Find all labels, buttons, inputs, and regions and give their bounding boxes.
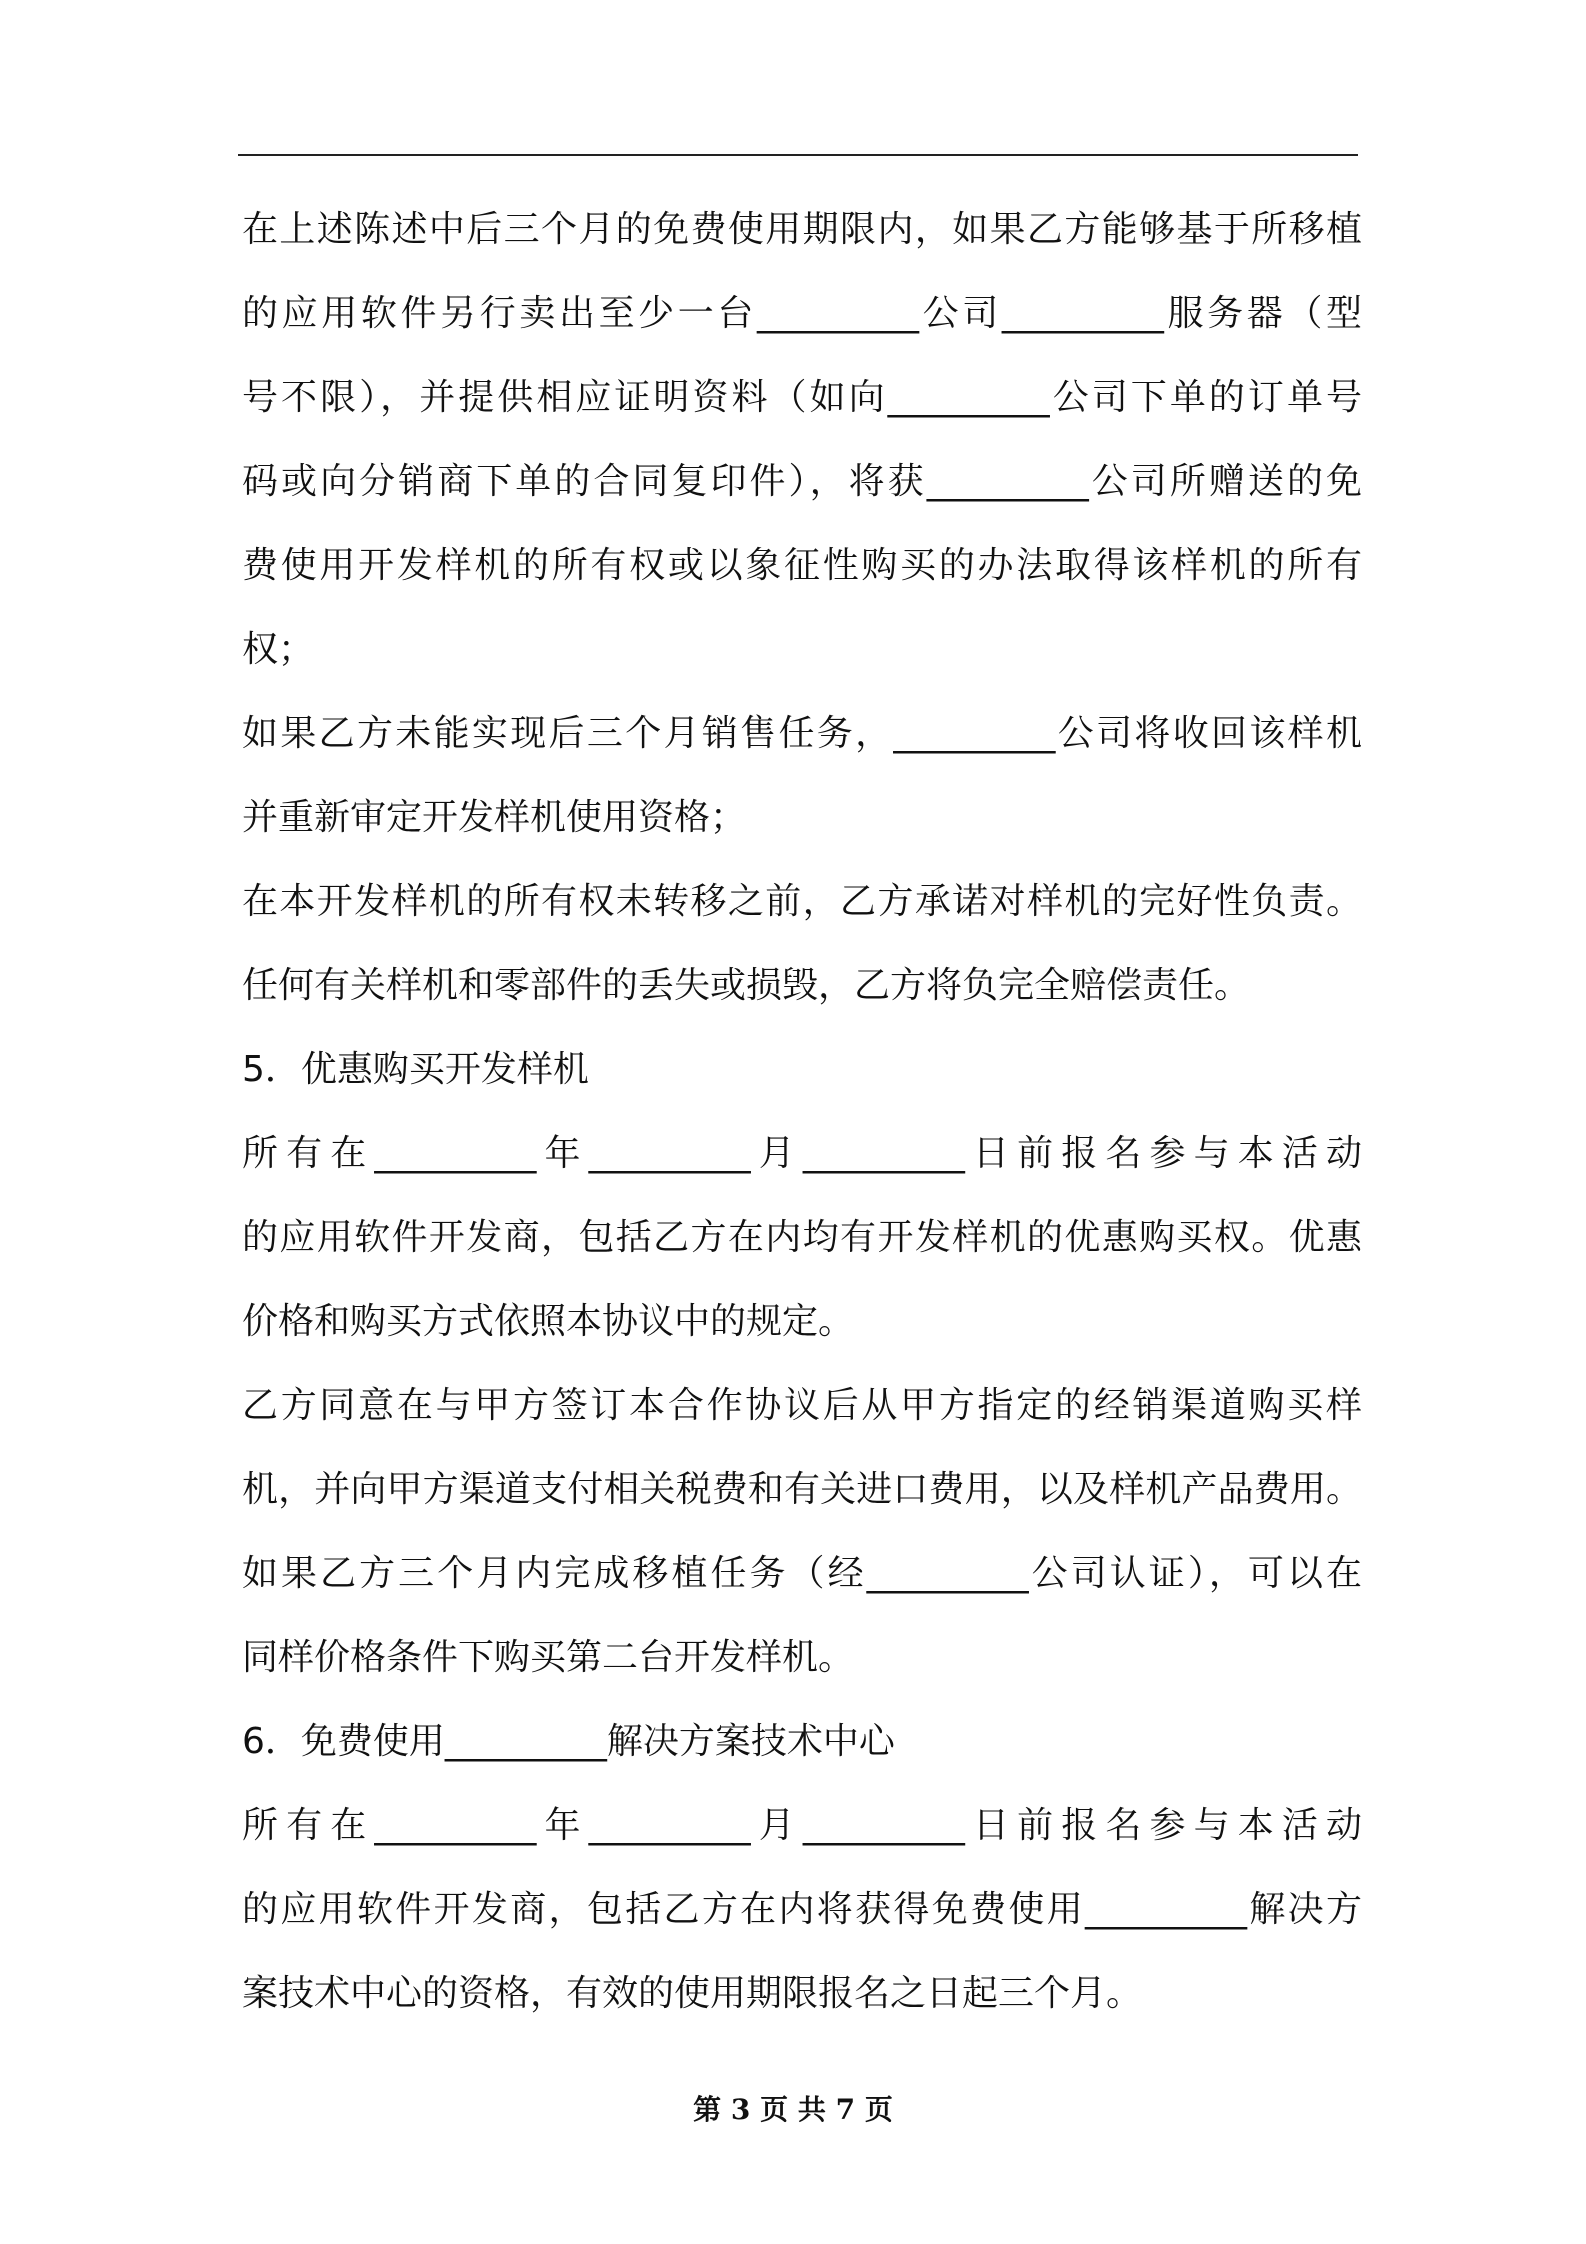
text-line: 的应用软件开发商，包括乙方在内均有开发样机的优惠购买权。优惠	[242, 1217, 1362, 1258]
text-line: 在上述陈述中后三个月的免费使用期限内，如果乙方能够基于所移植	[242, 209, 1362, 250]
text-line: 的应用软件开发商，包括乙方在内将获得免费使用_________解决方	[242, 1889, 1362, 1930]
text-line: 的应用软件另行卖出至少一台_________公司_________服务器（型	[242, 293, 1362, 334]
text-line: 权；	[242, 629, 315, 670]
header-divider	[238, 154, 1358, 156]
text-line: 如果乙方三个月内完成移植任务（经_________公司认证），可以在	[242, 1553, 1362, 1594]
section-heading: 5．优惠购买开发样机	[242, 1049, 589, 1090]
text-line: 价格和购买方式依照本协议中的规定。	[242, 1301, 855, 1342]
text-line: 任何有关样机和零部件的丢失或损毁，乙方将负完全赔偿责任。	[242, 965, 1251, 1006]
text-line: 在本开发样机的所有权未转移之前，乙方承诺对样机的完好性负责。	[242, 881, 1362, 922]
text-line: 码或向分销商下单的合同复印件），将获_________公司所赠送的免	[242, 461, 1362, 502]
page-number: 第 3 页 共 7 页	[693, 2093, 893, 2126]
text-line: 所有在_________年_________月_________日前报名参与本活动	[242, 1805, 1362, 1846]
text-line: 乙方同意在与甲方签订本合作协议后从甲方指定的经销渠道购买样	[242, 1385, 1362, 1426]
text-line: 号不限），并提供相应证明资料（如向_________公司下单的订单号	[242, 377, 1362, 418]
text-line: 所有在_________年_________月_________日前报名参与本活动	[242, 1133, 1362, 1174]
text-line: 并重新审定开发样机使用资格；	[242, 797, 747, 838]
text-line: 案技术中心的资格，有效的使用期限报名之日起三个月。	[242, 1973, 1143, 2014]
section-heading: 6．免费使用_________解决方案技术中心	[242, 1721, 895, 1762]
document-body	[242, 188, 1362, 2036]
text-line: 机，并向甲方渠道支付相关税费和有关进口费用，以及样机产品费用。	[242, 1469, 1362, 1510]
text-line: 同样价格条件下购买第二台开发样机。	[242, 1637, 855, 1678]
text-line: 如果乙方未能实现后三个月销售任务，_________公司将收回该样机	[242, 713, 1362, 754]
text-line: 费使用开发样机的所有权或以象征性购买的办法取得该样机的所有	[242, 545, 1362, 586]
